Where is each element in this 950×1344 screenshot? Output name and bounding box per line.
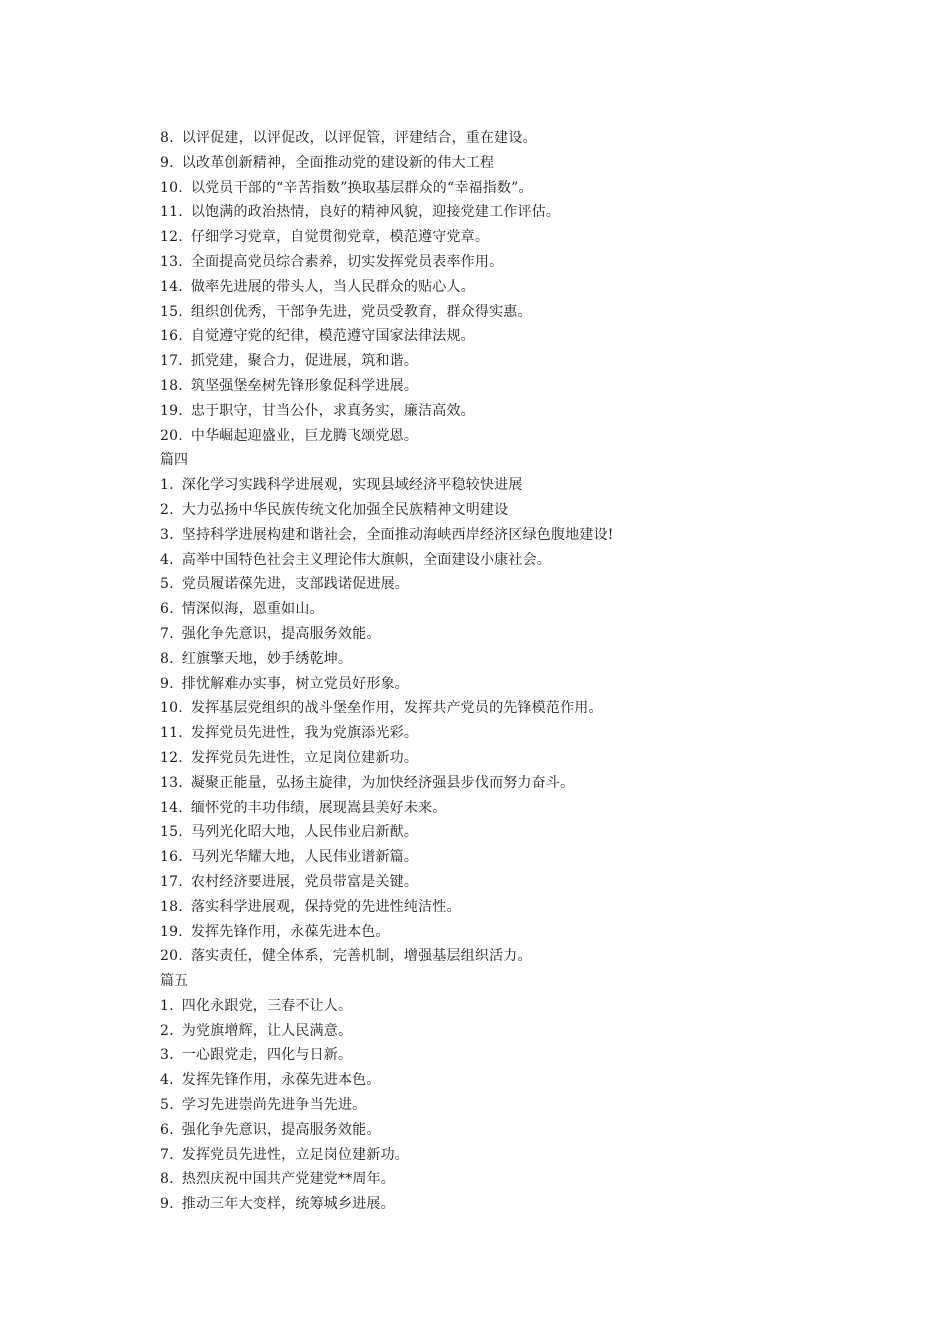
list-item xyxy=(160,1118,880,1143)
list-item-text: 红旗擎天地，妙手绣乾坤。 xyxy=(181,650,353,667)
list-item-number: 12. xyxy=(160,229,183,246)
document-content xyxy=(160,126,880,1217)
list-item-number: 8. xyxy=(160,1171,174,1188)
list-item-number: 20. xyxy=(160,948,183,965)
list-item-text: 强化争先意识，提高服务效能。 xyxy=(181,1121,381,1138)
list-item-text: 发挥先锋作用，永葆先进本色。 xyxy=(190,923,390,940)
list-item xyxy=(160,672,880,697)
list-item-text: 以改革创新精神，全面推动党的建设新的伟大工程 xyxy=(181,154,495,171)
list-item-text: 发挥先锋作用，永葆先进本色。 xyxy=(181,1072,381,1089)
list-item xyxy=(160,225,880,250)
list-item-number: 12. xyxy=(160,749,183,766)
list-item-number: 1. xyxy=(160,997,174,1014)
list-item xyxy=(160,994,880,1019)
list-item-text: 热烈庆祝中国共产党建党**周年。 xyxy=(181,1171,395,1188)
list-item-text: 坚持科学进展构建和谐社会，全面推动海峡西岸经济区绿色腹地建设! xyxy=(181,526,614,543)
list-item-text: 大力弘扬中华民族传统文化加强全民族精神文明建设 xyxy=(181,501,509,518)
list-item-number: 5. xyxy=(160,1097,174,1114)
list-item-number: 19. xyxy=(160,923,183,940)
list-item-number: 19. xyxy=(160,402,183,419)
list-item-number: 9. xyxy=(160,675,174,692)
list-item-text: 落实科学进展观，保持党的先进性纯洁性。 xyxy=(190,898,461,915)
list-item-number: 6. xyxy=(160,601,174,618)
list-item xyxy=(160,647,880,672)
list-item xyxy=(160,895,880,920)
list-item-text: 落实责任，健全体系，完善机制，增强基层组织活力。 xyxy=(190,948,532,965)
list-item xyxy=(160,126,880,151)
list-item xyxy=(160,523,880,548)
list-item-text: 高举中国特色社会主义理论伟大旗帜，全面建设小康社会。 xyxy=(181,551,551,568)
list-item-number: 17. xyxy=(160,353,183,370)
list-item-number: 8. xyxy=(160,650,174,667)
list-item xyxy=(160,200,880,225)
list-item xyxy=(160,349,880,374)
list-item-number: 11. xyxy=(160,204,183,221)
list-item xyxy=(160,374,880,399)
list-item-number: 4. xyxy=(160,551,174,568)
list-item-number: 1. xyxy=(160,477,174,494)
list-item xyxy=(160,572,880,597)
list-item-text: 全面提高党员综合素养，切实发挥党员表率作用。 xyxy=(190,253,504,270)
list-item-text: 忠于职守，甘当公仆，求真务实，廉洁高效。 xyxy=(190,402,475,419)
list-item-text: 深化学习实践科学进展观，实现县域经济平稳较快进展 xyxy=(181,477,523,494)
list-item-number: 14. xyxy=(160,799,183,816)
list-item xyxy=(160,944,880,969)
list-item xyxy=(160,176,880,201)
list-item-number: 15. xyxy=(160,303,183,320)
section-heading: 篇四 xyxy=(160,452,188,469)
list-item-number: 6. xyxy=(160,1121,174,1138)
list-item-number: 15. xyxy=(160,824,183,841)
list-item-number: 13. xyxy=(160,774,183,791)
list-item-text: 自觉遵守党的纪律，模范遵守国家法律法规。 xyxy=(190,328,475,345)
list-item xyxy=(160,151,880,176)
list-item-number: 14. xyxy=(160,278,183,295)
list-item-text: 党员履诺葆先进，支部践诺促进展。 xyxy=(181,576,409,593)
list-item-text: 四化永跟党，三春不让人。 xyxy=(181,997,353,1014)
list-item-number: 3. xyxy=(160,1047,174,1064)
list-item-number: 4. xyxy=(160,1072,174,1089)
list-item xyxy=(160,275,880,300)
list-item xyxy=(160,721,880,746)
list-item xyxy=(160,920,880,945)
list-item-text: 情深似海，恩重如山。 xyxy=(181,601,324,618)
list-item xyxy=(160,399,880,424)
list-item-text: 缅怀党的丰功伟绩，展现嵩县美好未来。 xyxy=(190,799,447,816)
list-item xyxy=(160,250,880,275)
list-item-number: 16. xyxy=(160,849,183,866)
list-item xyxy=(160,820,880,845)
list-item-number: 9. xyxy=(160,1196,174,1213)
list-item-text: 做率先进展的带头人，当人民群众的贴心人。 xyxy=(190,278,475,295)
list-item xyxy=(160,1167,880,1192)
list-item xyxy=(160,498,880,523)
list-item xyxy=(160,1019,880,1044)
list-item-number: 7. xyxy=(160,1146,174,1163)
list-item-text: 以评促建，以评促改，以评促管，评建结合，重在建设。 xyxy=(181,130,537,146)
list-item-text: 筑坚强堡垒树先锋形象促科学进展。 xyxy=(190,377,419,394)
list-item-number: 10. xyxy=(160,179,183,196)
list-item xyxy=(160,746,880,771)
list-item-number: 18. xyxy=(160,898,183,915)
list-item-number: 16. xyxy=(160,328,183,345)
list-item-text: 组织创优秀，干部争先进，党员受教育，群众得实惠。 xyxy=(190,303,532,320)
list-item-text: 中华崛起迎盛业，巨龙腾飞颂党恩。 xyxy=(190,427,419,444)
list-item-number: 13. xyxy=(160,253,183,270)
list-item xyxy=(160,324,880,349)
list-item-text: 发挥党员先进性，我为党旗添光彩。 xyxy=(190,725,419,742)
list-item-number: 5. xyxy=(160,576,174,593)
list-item xyxy=(160,696,880,721)
list-item-number: 8. xyxy=(160,130,174,146)
list-item xyxy=(160,1093,880,1118)
list-item xyxy=(160,424,880,449)
list-item-number: 2. xyxy=(160,1022,174,1039)
list-item-number: 2. xyxy=(160,501,174,518)
list-item-number: 18. xyxy=(160,377,183,394)
list-item-text: 抓党建，聚合力，促进展，筑和谐。 xyxy=(190,353,419,370)
list-item xyxy=(160,300,880,325)
list-item xyxy=(160,1068,880,1093)
list-item xyxy=(160,1143,880,1168)
list-item xyxy=(160,1192,880,1217)
section-heading: 篇五 xyxy=(160,973,188,990)
list-item-text: 发挥基层党组织的战斗堡垒作用，发挥共产党员的先锋模范作用。 xyxy=(190,700,603,717)
list-item-number: 17. xyxy=(160,873,183,890)
list-item xyxy=(160,473,880,498)
list-item-text: 马列光化昭大地，人民伟业启新猷。 xyxy=(190,824,419,841)
list-item xyxy=(160,548,880,573)
list-item-text: 强化争先意识，提高服务效能。 xyxy=(181,625,381,642)
list-item-number: 10. xyxy=(160,700,183,717)
list-item-text: 凝聚正能量，弘扬主旋律，为加快经济强县步伐而努力奋斗。 xyxy=(190,774,575,791)
list-item-text: 农村经济要进展，党员带富是关键。 xyxy=(190,873,419,890)
list-item-number: 3. xyxy=(160,526,174,543)
list-item-text: 为党旗增辉，让人民满意。 xyxy=(181,1022,353,1039)
list-item-number: 20. xyxy=(160,427,183,444)
list-item xyxy=(160,597,880,622)
list-item-number: 7. xyxy=(160,625,174,642)
list-item xyxy=(160,771,880,796)
list-item-number: 9. xyxy=(160,154,174,171)
list-item-text: 学习先进崇尚先进争当先进。 xyxy=(181,1097,367,1114)
list-item-text: 仔细学习党章，自觉贯彻党章，模范遵守党章。 xyxy=(190,229,490,246)
list-item xyxy=(160,1043,880,1068)
list-item xyxy=(160,870,880,895)
list-item-text: 发挥党员先进性，立足岗位建新功。 xyxy=(181,1146,409,1163)
list-item-text: 以饱满的政治热情，良好的精神风貌，迎接党建工作评估。 xyxy=(190,204,561,221)
list-item-text: 以党员干部的“辛苦指数”换取基层群众的“幸福指数”。 xyxy=(190,179,533,196)
list-item-text: 推动三年大变样，统筹城乡进展。 xyxy=(181,1196,395,1213)
list-item-text: 排忧解难办实事，树立党员好形象。 xyxy=(181,675,409,692)
list-item-text: 发挥党员先进性，立足岗位建新功。 xyxy=(190,749,419,766)
list-item-text: 一心跟党走，四化与日新。 xyxy=(181,1047,353,1064)
list-item-number: 11. xyxy=(160,725,183,742)
list-item-text: 马列光华耀大地，人民伟业谱新篇。 xyxy=(190,849,419,866)
list-item xyxy=(160,796,880,821)
list-item xyxy=(160,622,880,647)
list-item xyxy=(160,845,880,870)
